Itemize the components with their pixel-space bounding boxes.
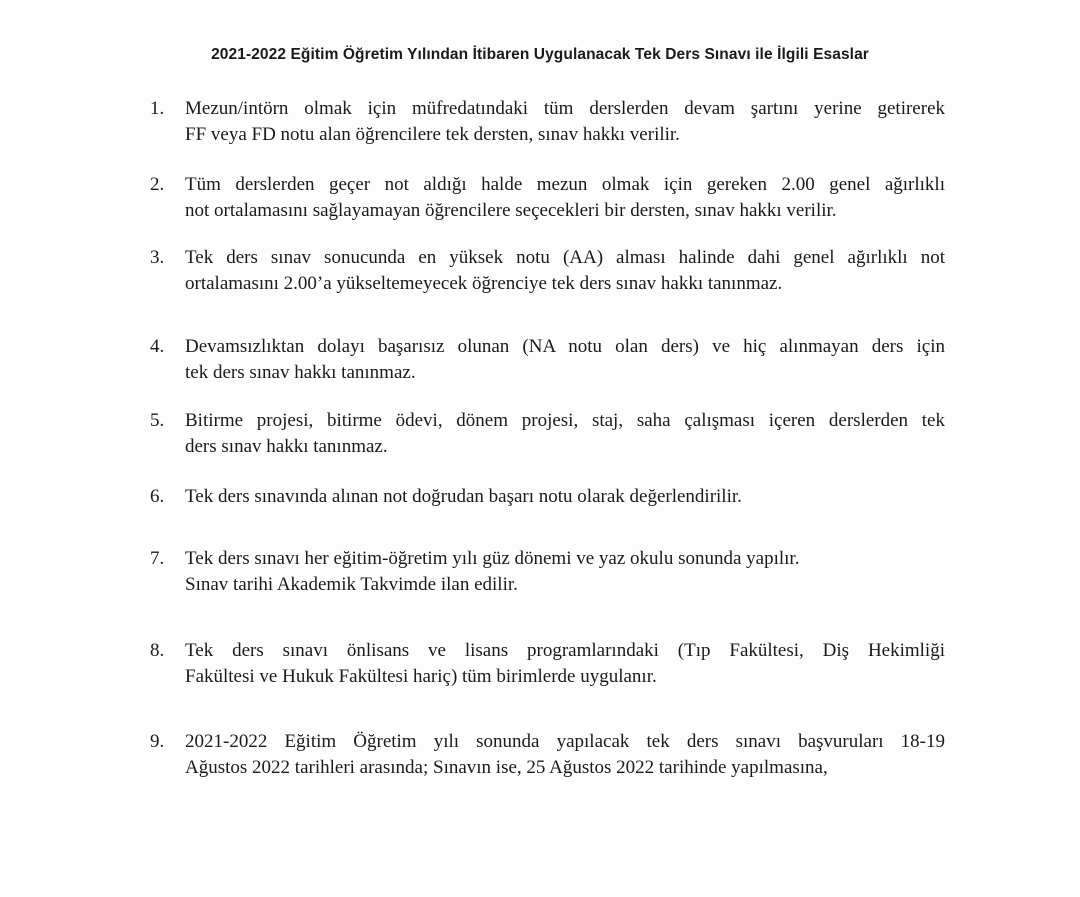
item-text — [185, 638, 945, 690]
item-text — [185, 408, 945, 460]
item-text — [185, 334, 945, 386]
item-number: 3. — [150, 247, 165, 268]
item-line: Tek ders sınavında alınan not doğrudan başarı notu olarak değerlendirilir. — [185, 486, 742, 507]
item-line: Ağustos 2022 tarihleri arasında; Sınavın ise, 25 Ağustos 2022 tarihinde yapılmasına, — [185, 757, 828, 778]
item-number: 2. — [150, 174, 165, 195]
item-text — [185, 96, 945, 148]
item-line: Tek ders sınavı önlisans ve lisans programlarındaki (Tıp Fakültesi, Diş Hekimliği — [185, 640, 945, 661]
item-text — [185, 484, 945, 510]
item-line: not ortalamasını sağlayamayan öğrencilere seçecekleri bir dersten, sınav hakkı verilir. — [185, 200, 837, 221]
item-line: ortalamasını 2.00’a yükseltemeyecek öğrenciye tek ders sınav hakkı tanınmaz. — [185, 273, 783, 294]
item-number: 5. — [150, 410, 165, 431]
item-number: 6. — [150, 486, 165, 507]
item-number: 7. — [150, 548, 165, 569]
item-line: ders sınav hakkı tanınmaz. — [185, 436, 388, 457]
item-number: 4. — [150, 336, 165, 357]
item-text — [185, 245, 945, 297]
item-line: Sınav tarihi Akademik Takvimde ilan edilir. — [185, 574, 518, 595]
item-number: 9. — [150, 731, 165, 752]
item-text — [185, 172, 945, 224]
item-text — [185, 546, 945, 598]
item-number: 8. — [150, 640, 165, 661]
item-line: Fakültesi ve Hukuk Fakültesi hariç) tüm birimlerde uygulanır. — [185, 666, 657, 687]
item-line: Bitirme projesi, bitirme ödevi, dönem projesi, staj, saha çalışması içeren derslerden tek — [185, 410, 945, 431]
document-title: 2021-2022 Eğitim Öğretim Yılından İtibaren Uygulanacak Tek Ders Sınavı ile İlgili Esaslar — [211, 46, 869, 63]
item-line: Tüm derslerden geçer not aldığı halde mezun olmak için gereken 2.00 genel ağırlıklı — [185, 174, 945, 195]
item-line: 2021-2022 Eğitim Öğretim yılı sonunda yapılacak tek ders sınavı başvuruları 18-19 — [185, 731, 945, 752]
item-line: Tek ders sınav sonucunda en yüksek notu (AA) alması halinde dahi genel ağırlıklı not — [185, 247, 945, 268]
item-line: tek ders sınav hakkı tanınmaz. — [185, 362, 416, 383]
item-line: Mezun/intörn olmak için müfredatındaki tüm derslerden devam şartını yerine getirerek — [185, 98, 945, 119]
item-line: Tek ders sınavı her eğitim-öğretim yılı güz dönemi ve yaz okulu sonunda yapılır. — [185, 548, 800, 569]
item-line: Devamsızlıktan dolayı başarısız olunan (NA notu olan ders) ve hiç alınmayan ders için — [185, 336, 945, 357]
item-number: 1. — [150, 98, 165, 119]
item-line: FF veya FD notu alan öğrencilere tek dersten, sınav hakkı verilir. — [185, 124, 680, 145]
item-text — [185, 729, 945, 781]
